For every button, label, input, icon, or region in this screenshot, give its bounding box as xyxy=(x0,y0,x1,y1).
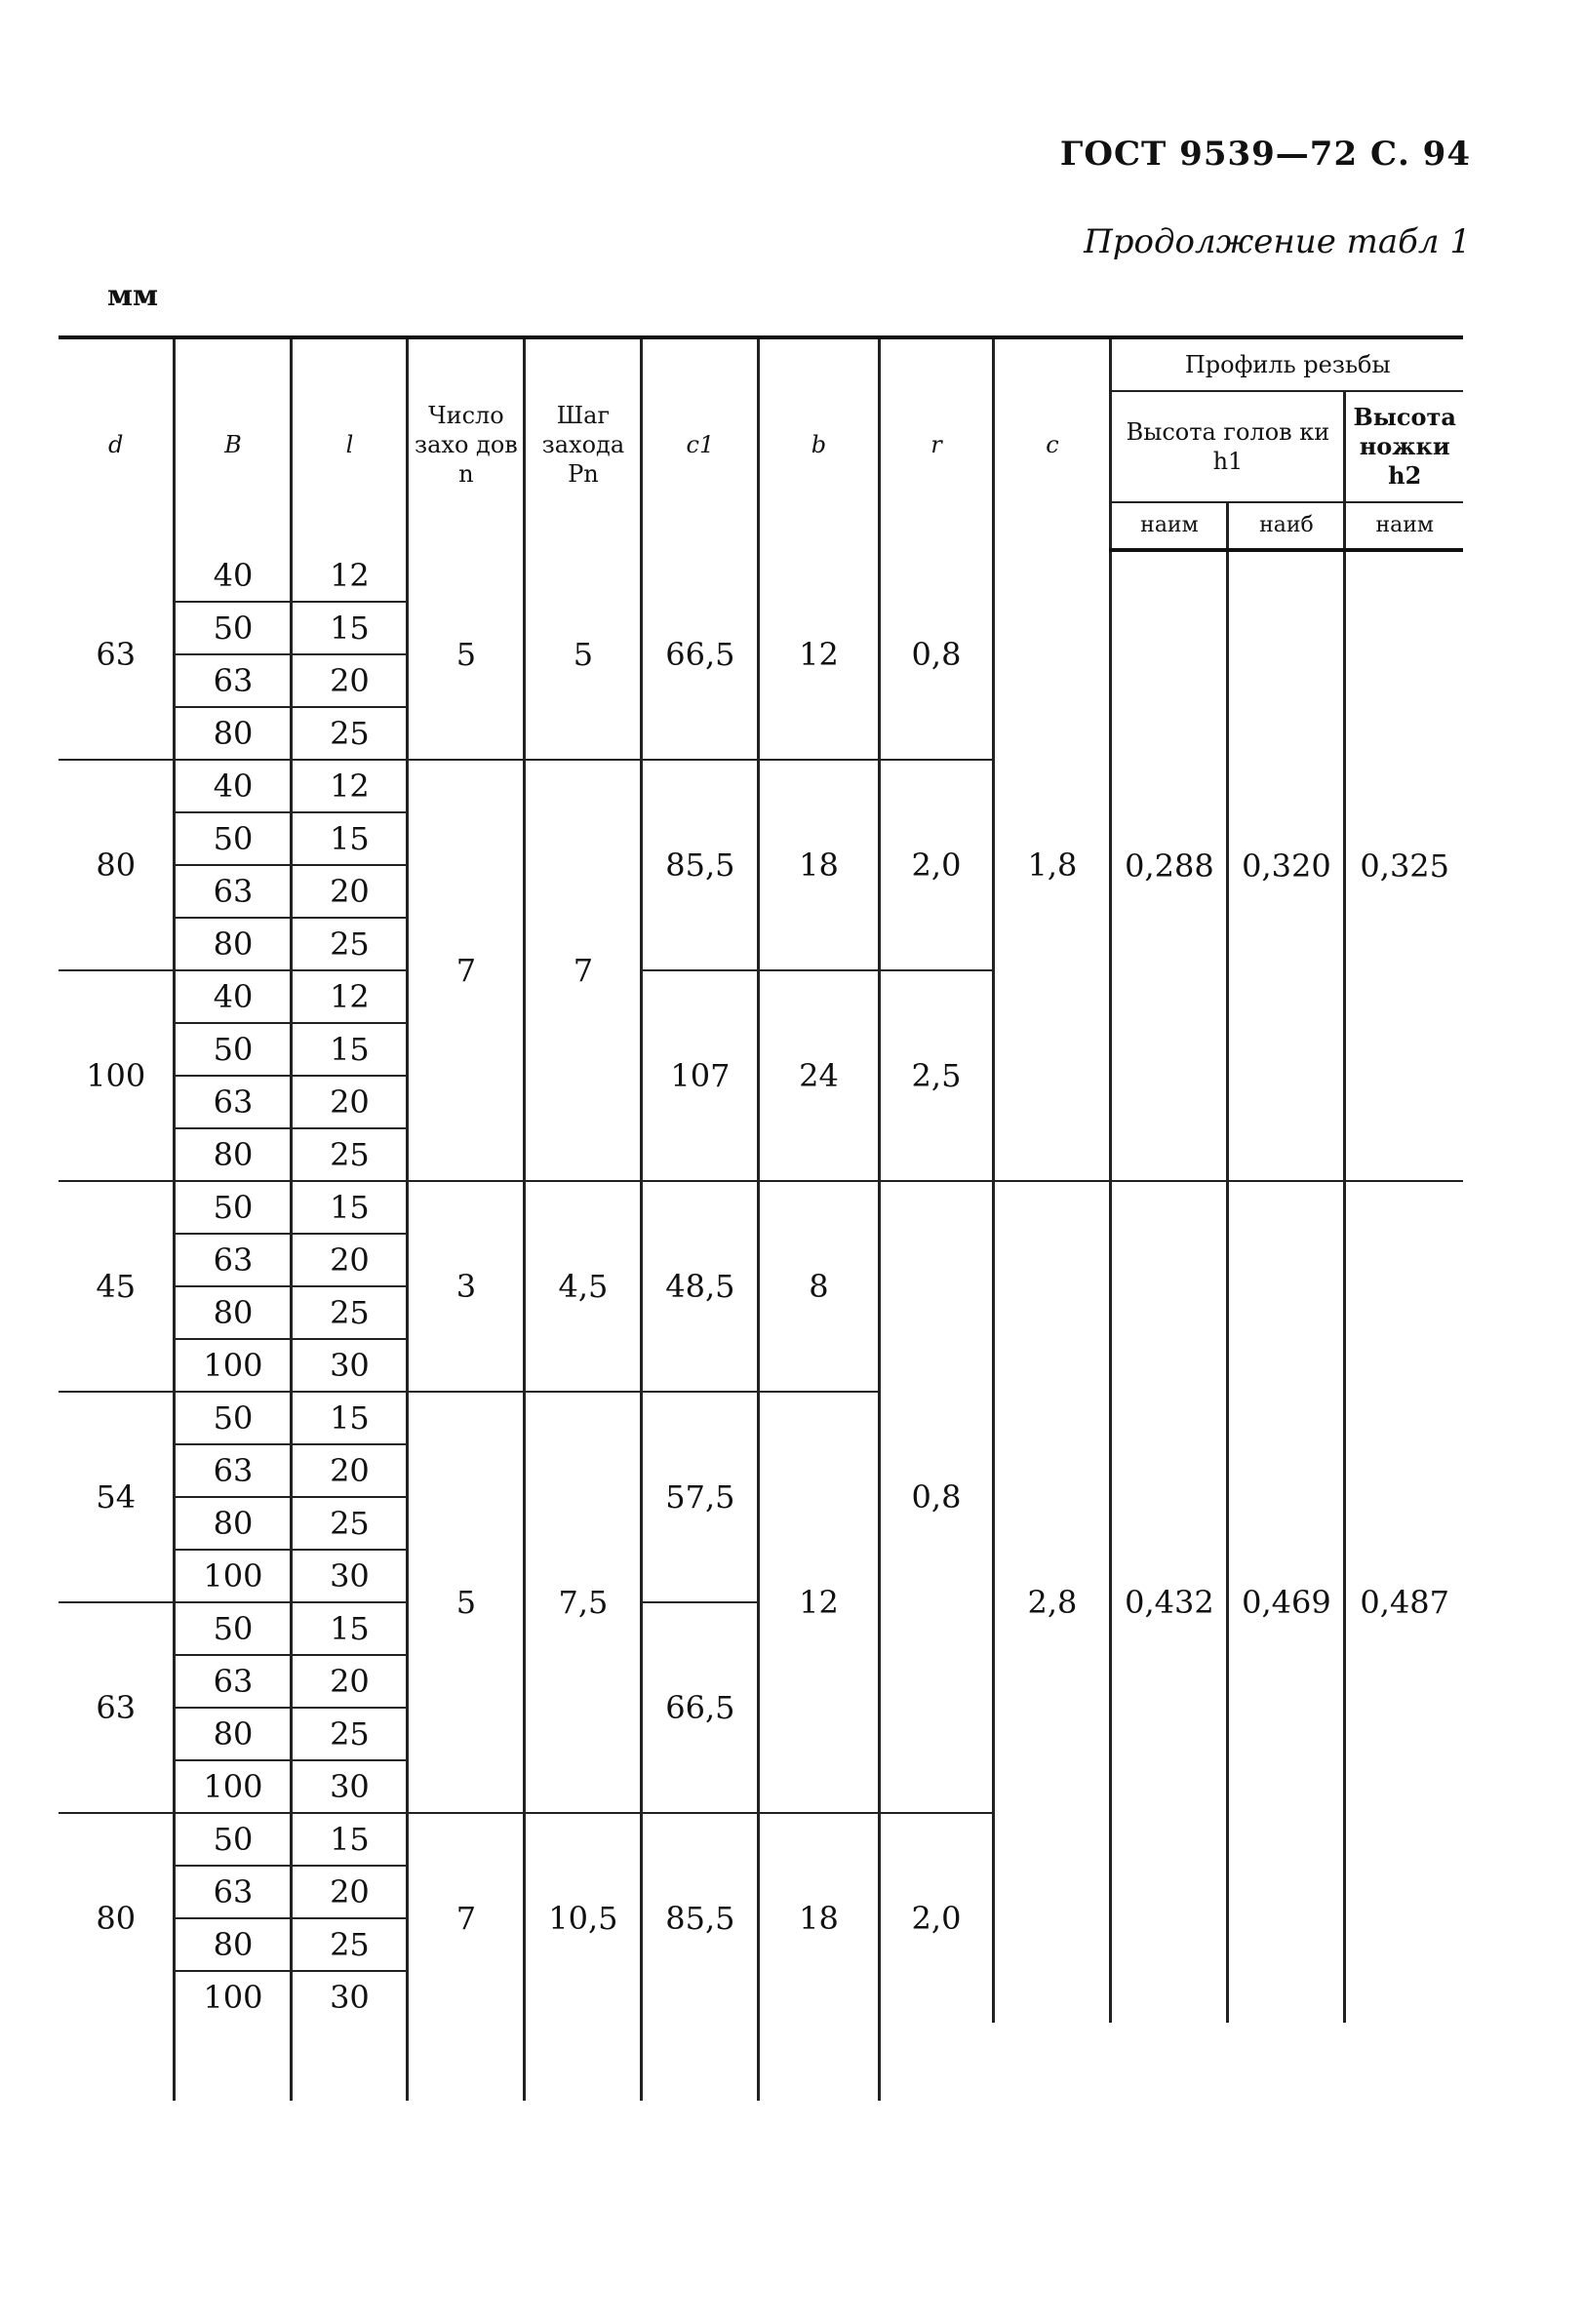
cell-B: 80 xyxy=(175,1497,292,1550)
cell-l: 15 xyxy=(292,1181,408,1234)
cell-r: 2,0 xyxy=(879,760,994,970)
cell-l: 12 xyxy=(292,550,408,602)
cell-l: 20 xyxy=(292,865,408,918)
cell-l: 15 xyxy=(292,1392,408,1444)
cell-B: 50 xyxy=(175,1602,292,1655)
cell-l: 25 xyxy=(292,1128,408,1181)
cell-l: 15 xyxy=(292,1602,408,1655)
cell-c1: 66,5 xyxy=(642,1602,759,1813)
cell-B: 80 xyxy=(175,918,292,970)
cell-l: 25 xyxy=(292,1497,408,1550)
cell-n: 5 xyxy=(408,1392,525,1813)
col-header-h1-max: наиб xyxy=(1228,502,1345,550)
cell-l: 25 xyxy=(292,1918,408,1971)
cell-l: 20 xyxy=(292,1655,408,1708)
cell-B: 50 xyxy=(175,812,292,865)
cell-b: 8 xyxy=(759,1181,879,1392)
cell-B: 80 xyxy=(175,1128,292,1181)
cell-l: 12 xyxy=(292,970,408,1023)
cell-B: 50 xyxy=(175,1392,292,1444)
unit-label: мм xyxy=(107,279,159,313)
cell-pn: 10,5 xyxy=(525,1813,642,2023)
cell-l: 25 xyxy=(292,707,408,760)
cell-h1-max: 0,320 xyxy=(1228,550,1345,1181)
cell-B: 80 xyxy=(175,707,292,760)
cell-pn: 5 xyxy=(525,550,642,760)
col-header-c1: c1 xyxy=(642,337,759,550)
cell-r: 0,8 xyxy=(879,550,994,760)
cell-n: 7 xyxy=(408,1813,525,2023)
table-row xyxy=(59,550,1463,602)
col-header-B: B xyxy=(175,337,292,550)
cell-B: 50 xyxy=(175,1023,292,1076)
cell-d: 63 xyxy=(59,1602,175,1813)
spacer-cell xyxy=(525,2023,642,2101)
cell-B: 80 xyxy=(175,1708,292,1760)
col-header-c: c xyxy=(994,337,1111,550)
cell-c1: 48,5 xyxy=(642,1181,759,1392)
cell-B: 80 xyxy=(175,1918,292,1971)
cell-l: 15 xyxy=(292,1813,408,1866)
col-header-starts: Число захо дов n xyxy=(408,337,525,550)
cell-r: 2,5 xyxy=(879,970,994,1181)
cell-B: 50 xyxy=(175,602,292,654)
cell-l: 20 xyxy=(292,1444,408,1497)
cell-d: 80 xyxy=(59,1813,175,2023)
cell-B: 63 xyxy=(175,1444,292,1497)
cell-c1: 85,5 xyxy=(642,1813,759,2023)
cell-l: 20 xyxy=(292,1076,408,1128)
spacer-cell xyxy=(292,2023,408,2101)
cell-b: 12 xyxy=(759,550,879,760)
cell-l: 15 xyxy=(292,812,408,865)
col-header-h1-min: наим xyxy=(1111,502,1228,550)
cell-c1: 66,5 xyxy=(642,550,759,760)
table-footer-spacer xyxy=(59,2023,1463,2101)
cell-b: 18 xyxy=(759,1813,879,2023)
cell-h2-min: 0,325 xyxy=(1345,550,1463,1181)
cell-c: 1,8 xyxy=(994,550,1111,1181)
cell-B: 63 xyxy=(175,865,292,918)
cell-l: 20 xyxy=(292,654,408,707)
cell-h1-min: 0,288 xyxy=(1111,550,1228,1181)
cell-B: 63 xyxy=(175,1076,292,1128)
cell-r: 0,8 xyxy=(879,1181,994,1813)
cell-l: 30 xyxy=(292,1760,408,1813)
cell-b: 18 xyxy=(759,760,879,970)
cell-d: 54 xyxy=(59,1392,175,1602)
col-header-thread-profile: Профиль резьбы xyxy=(1111,337,1463,391)
cell-b: 12 xyxy=(759,1392,879,1813)
cell-l: 25 xyxy=(292,1708,408,1760)
cell-l: 25 xyxy=(292,918,408,970)
col-header-addendum-height: Высота голов ки h1 xyxy=(1111,391,1345,502)
col-header-l: l xyxy=(292,337,408,550)
cell-B: 40 xyxy=(175,760,292,812)
cell-c1: 107 xyxy=(642,970,759,1181)
cell-B: 50 xyxy=(175,1181,292,1234)
spacer-cell xyxy=(59,2023,175,2101)
cell-l: 30 xyxy=(292,1971,408,2023)
cell-B: 80 xyxy=(175,1286,292,1339)
cell-d: 45 xyxy=(59,1181,175,1392)
col-header-dedendum-height: Высота ножки h2 xyxy=(1345,391,1463,502)
document-reference: ГОСТ 9539—72 С. 94 xyxy=(1059,135,1471,174)
spacer-cell xyxy=(879,2023,994,2101)
cell-l: 20 xyxy=(292,1866,408,1918)
cell-d: 63 xyxy=(96,636,137,673)
cell-l: 15 xyxy=(292,602,408,654)
cell-B: 63 xyxy=(175,1234,292,1286)
cell-b: 24 xyxy=(759,970,879,1181)
table-row xyxy=(59,1181,1463,1234)
cell-B: 63 xyxy=(175,1866,292,1918)
cell-d: 100 xyxy=(59,970,175,1181)
col-header-b: b xyxy=(759,337,879,550)
cell-B: 40 xyxy=(175,550,292,602)
cell-h1-max: 0,469 xyxy=(1228,1181,1345,2023)
cell-c: 2,8 xyxy=(994,1181,1111,2023)
cell-B: 100 xyxy=(175,1760,292,1813)
spacer-cell xyxy=(175,2023,292,2101)
cell-l: 25 xyxy=(292,1286,408,1339)
spacer-cell xyxy=(759,2023,879,2101)
thread-dimensions-table xyxy=(59,335,1463,2101)
cell-B: 40 xyxy=(175,970,292,1023)
cell-B: 50 xyxy=(175,1813,292,1866)
cell-B: 63 xyxy=(175,654,292,707)
cell-n: 7 xyxy=(408,760,525,1181)
cell-d: 80 xyxy=(59,760,175,970)
cell-n: 5 xyxy=(408,550,525,760)
table-continuation-note: Продолжение табл 1 xyxy=(1084,222,1471,261)
cell-l: 30 xyxy=(292,1339,408,1392)
cell-pn: 7,5 xyxy=(525,1392,642,1813)
cell-pn: 7 xyxy=(525,760,642,1181)
cell-B: 100 xyxy=(175,1339,292,1392)
cell-h1-min: 0,432 xyxy=(1111,1181,1228,2023)
cell-B: 100 xyxy=(175,1971,292,2023)
spacer-cell xyxy=(642,2023,759,2101)
cell-pn: 4,5 xyxy=(525,1181,642,1392)
cell-l: 30 xyxy=(292,1550,408,1602)
cell-l: 15 xyxy=(292,1023,408,1076)
spacer-cell xyxy=(408,2023,525,2101)
cell-l: 12 xyxy=(292,760,408,812)
col-header-d: d xyxy=(59,337,175,550)
cell-l: 20 xyxy=(292,1234,408,1286)
col-header-lead: Шаг захода Pn xyxy=(525,337,642,550)
cell-h2-min: 0,487 xyxy=(1345,1181,1463,2023)
col-header-r: r xyxy=(879,337,994,550)
cell-c1: 57,5 xyxy=(642,1392,759,1602)
cell-B: 63 xyxy=(175,1655,292,1708)
cell-c1: 85,5 xyxy=(642,760,759,970)
cell-B: 100 xyxy=(175,1550,292,1602)
cell-r: 2,0 xyxy=(879,1813,994,2023)
cell-n: 3 xyxy=(408,1181,525,1392)
col-header-h2-min: наим xyxy=(1345,502,1463,550)
